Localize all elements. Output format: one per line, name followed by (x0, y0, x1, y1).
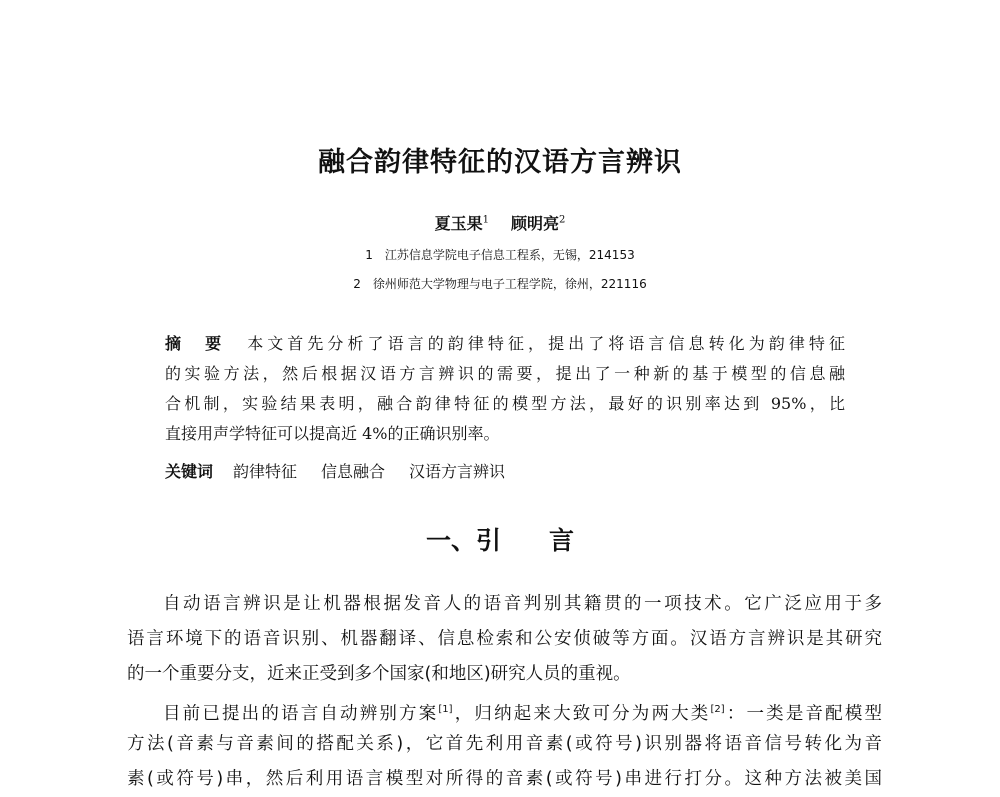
body-line: 的一个重要分支，近来正受到多个国家(和地区)研究人员的重视。 (127, 664, 631, 684)
abstract-line: 合机制，实验结果表明，融合韵律特征的模型方法，最好的识别率达到 95%，比 (165, 394, 845, 413)
abstract-line: 的实验方法，然后根据汉语方言辨识的需要，提出了一种新的基于模型的信息融 (165, 364, 845, 383)
author-affiliation-mark: 2 (559, 214, 566, 226)
affiliation-number: 1 (365, 248, 373, 262)
body-text (127, 587, 882, 797)
affiliation-text: 江苏信息学院电子信息工程系，无锡，214153 (384, 248, 635, 262)
body-text-run: 目前已提出的语言自动辨别方案 (163, 703, 439, 724)
abstract (165, 329, 845, 449)
keywords (165, 459, 529, 482)
body-line: 素(或符号)串，然后利用语言模型对所得的音素(或符号)串进行打分。这种方法被美国 (127, 769, 882, 789)
keyword: 韵律特征 (233, 462, 298, 481)
body-line: 语言环境下的语音识别、机器翻译、信息检索和公安侦破等方面。汉语方言辨识是其研究 (127, 629, 882, 649)
body-line: 方法(音素与音素间的搭配关系)，它首先利用音素(或符号)识别器将语音信号转化为音 (127, 734, 882, 754)
keyword: 信息融合 (321, 462, 386, 481)
abstract-label: 摘 要 (165, 334, 226, 353)
paper-title: 融合韵律特征的汉语方言辨识 (318, 147, 682, 178)
section-number: 一、引 (425, 526, 501, 555)
affiliation-text: 徐州师范大学物理与电子工程学院，徐州，221116 (372, 277, 647, 291)
author-name: 顾明亮 (511, 214, 560, 233)
body-line (127, 692, 882, 727)
abstract-line (165, 329, 845, 359)
section-title-word: 言 (549, 526, 575, 555)
author-affiliation-mark: 1 (482, 214, 489, 226)
affiliation (0, 275, 1000, 292)
section-heading (0, 521, 1000, 557)
citation: [2] (710, 704, 725, 715)
author-list (0, 211, 1000, 234)
keyword: 汉语方言辨识 (409, 462, 506, 481)
body-text-run: ：一类是音配模型 (724, 703, 883, 724)
affiliation-number: 2 (353, 277, 361, 291)
affiliation (0, 246, 1000, 263)
author-name: 夏玉果 (434, 214, 483, 233)
citation: [1] (438, 704, 453, 715)
body-line: 自动语言辨识是让机器根据发音人的语音判别其籍贯的一项技术。它广泛应用于多 (163, 594, 882, 614)
abstract-line: 直接用声学特征可以提高近 4%的正确识别率。 (165, 424, 500, 443)
body-text-run: ，归纳起来大致可分为两大类 (452, 703, 711, 724)
keywords-label: 关键词 (165, 462, 214, 481)
abstract-text: 本文首先分析了语言的韵律特征，提出了将语言信息转化为韵律特征 (247, 334, 845, 353)
